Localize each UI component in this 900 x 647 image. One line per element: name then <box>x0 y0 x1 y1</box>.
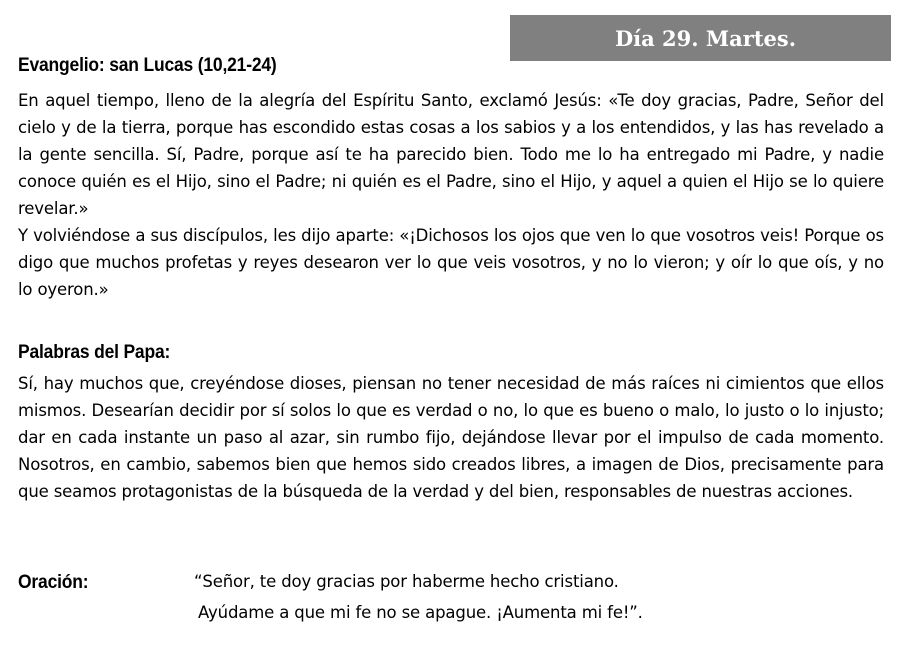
pope-text <box>18 370 884 505</box>
gospel-text <box>18 87 884 303</box>
pope-heading: Palabras del Papa: <box>18 342 171 363</box>
day-banner <box>510 15 891 61</box>
prayer-heading: Oración: <box>18 572 89 593</box>
gospel-paragraph: En aquel tiempo, lleno de la alegría del Espíritu Santo, exclamó Jesús: «Te doy gracias, Padre, Señor del cielo y de la tierra, porque has escondido estas cosas a los sabios y a los entendidos, y las has revelado a la gente sencilla. Sí, Padre, porque así te ha parecido bien. Todo me lo ha entregado mi Padre, y nadie conoce quién es el Hijo, sino el Padre; ni quién es el Padre, sino el Hijo, y aquel a quien el Hijo se lo quiere revelar.» <box>18 91 884 218</box>
gospel-heading: Evangelio: san Lucas (10,21-24) <box>18 55 277 76</box>
pope-paragraph: Sí, hay muchos que, creyéndose dioses, piensan no tener necesidad de más raíces ni cimientos que ellos mismos. Desearían decidir por sí solos lo que es verdad o no, lo que es bueno o malo, lo justo o lo injusto; dar en cada instante un paso al azar, sin rumbo fijo, dejándose llevar por el impulso de cada momento. Nosotros, en cambio, sabemos bien que hemos sido creados libres, a imagen de Dios, precisamente para que seamos protagonistas de la búsqueda de la verdad y del bien, responsables de nuestras acciones. <box>18 374 884 501</box>
day-label: Día 29. Martes. <box>614 25 797 51</box>
prayer-line-2: Ayúdame a que mi fe no se apague. ¡Aumenta mi fe!”. <box>198 603 643 622</box>
prayer-line-1: “Señor, te doy gracias por haberme hecho cristiano. <box>194 572 619 591</box>
gospel-paragraph: Y volviéndose a sus discípulos, les dijo aparte: «¡Dichosos los ojos que ven lo que vosotros veis! Porque os digo que muchos profetas y reyes desearon ver lo que veis vosotros, y no lo vieron; y oír lo que oís, y no lo oyeron.» <box>18 226 884 299</box>
